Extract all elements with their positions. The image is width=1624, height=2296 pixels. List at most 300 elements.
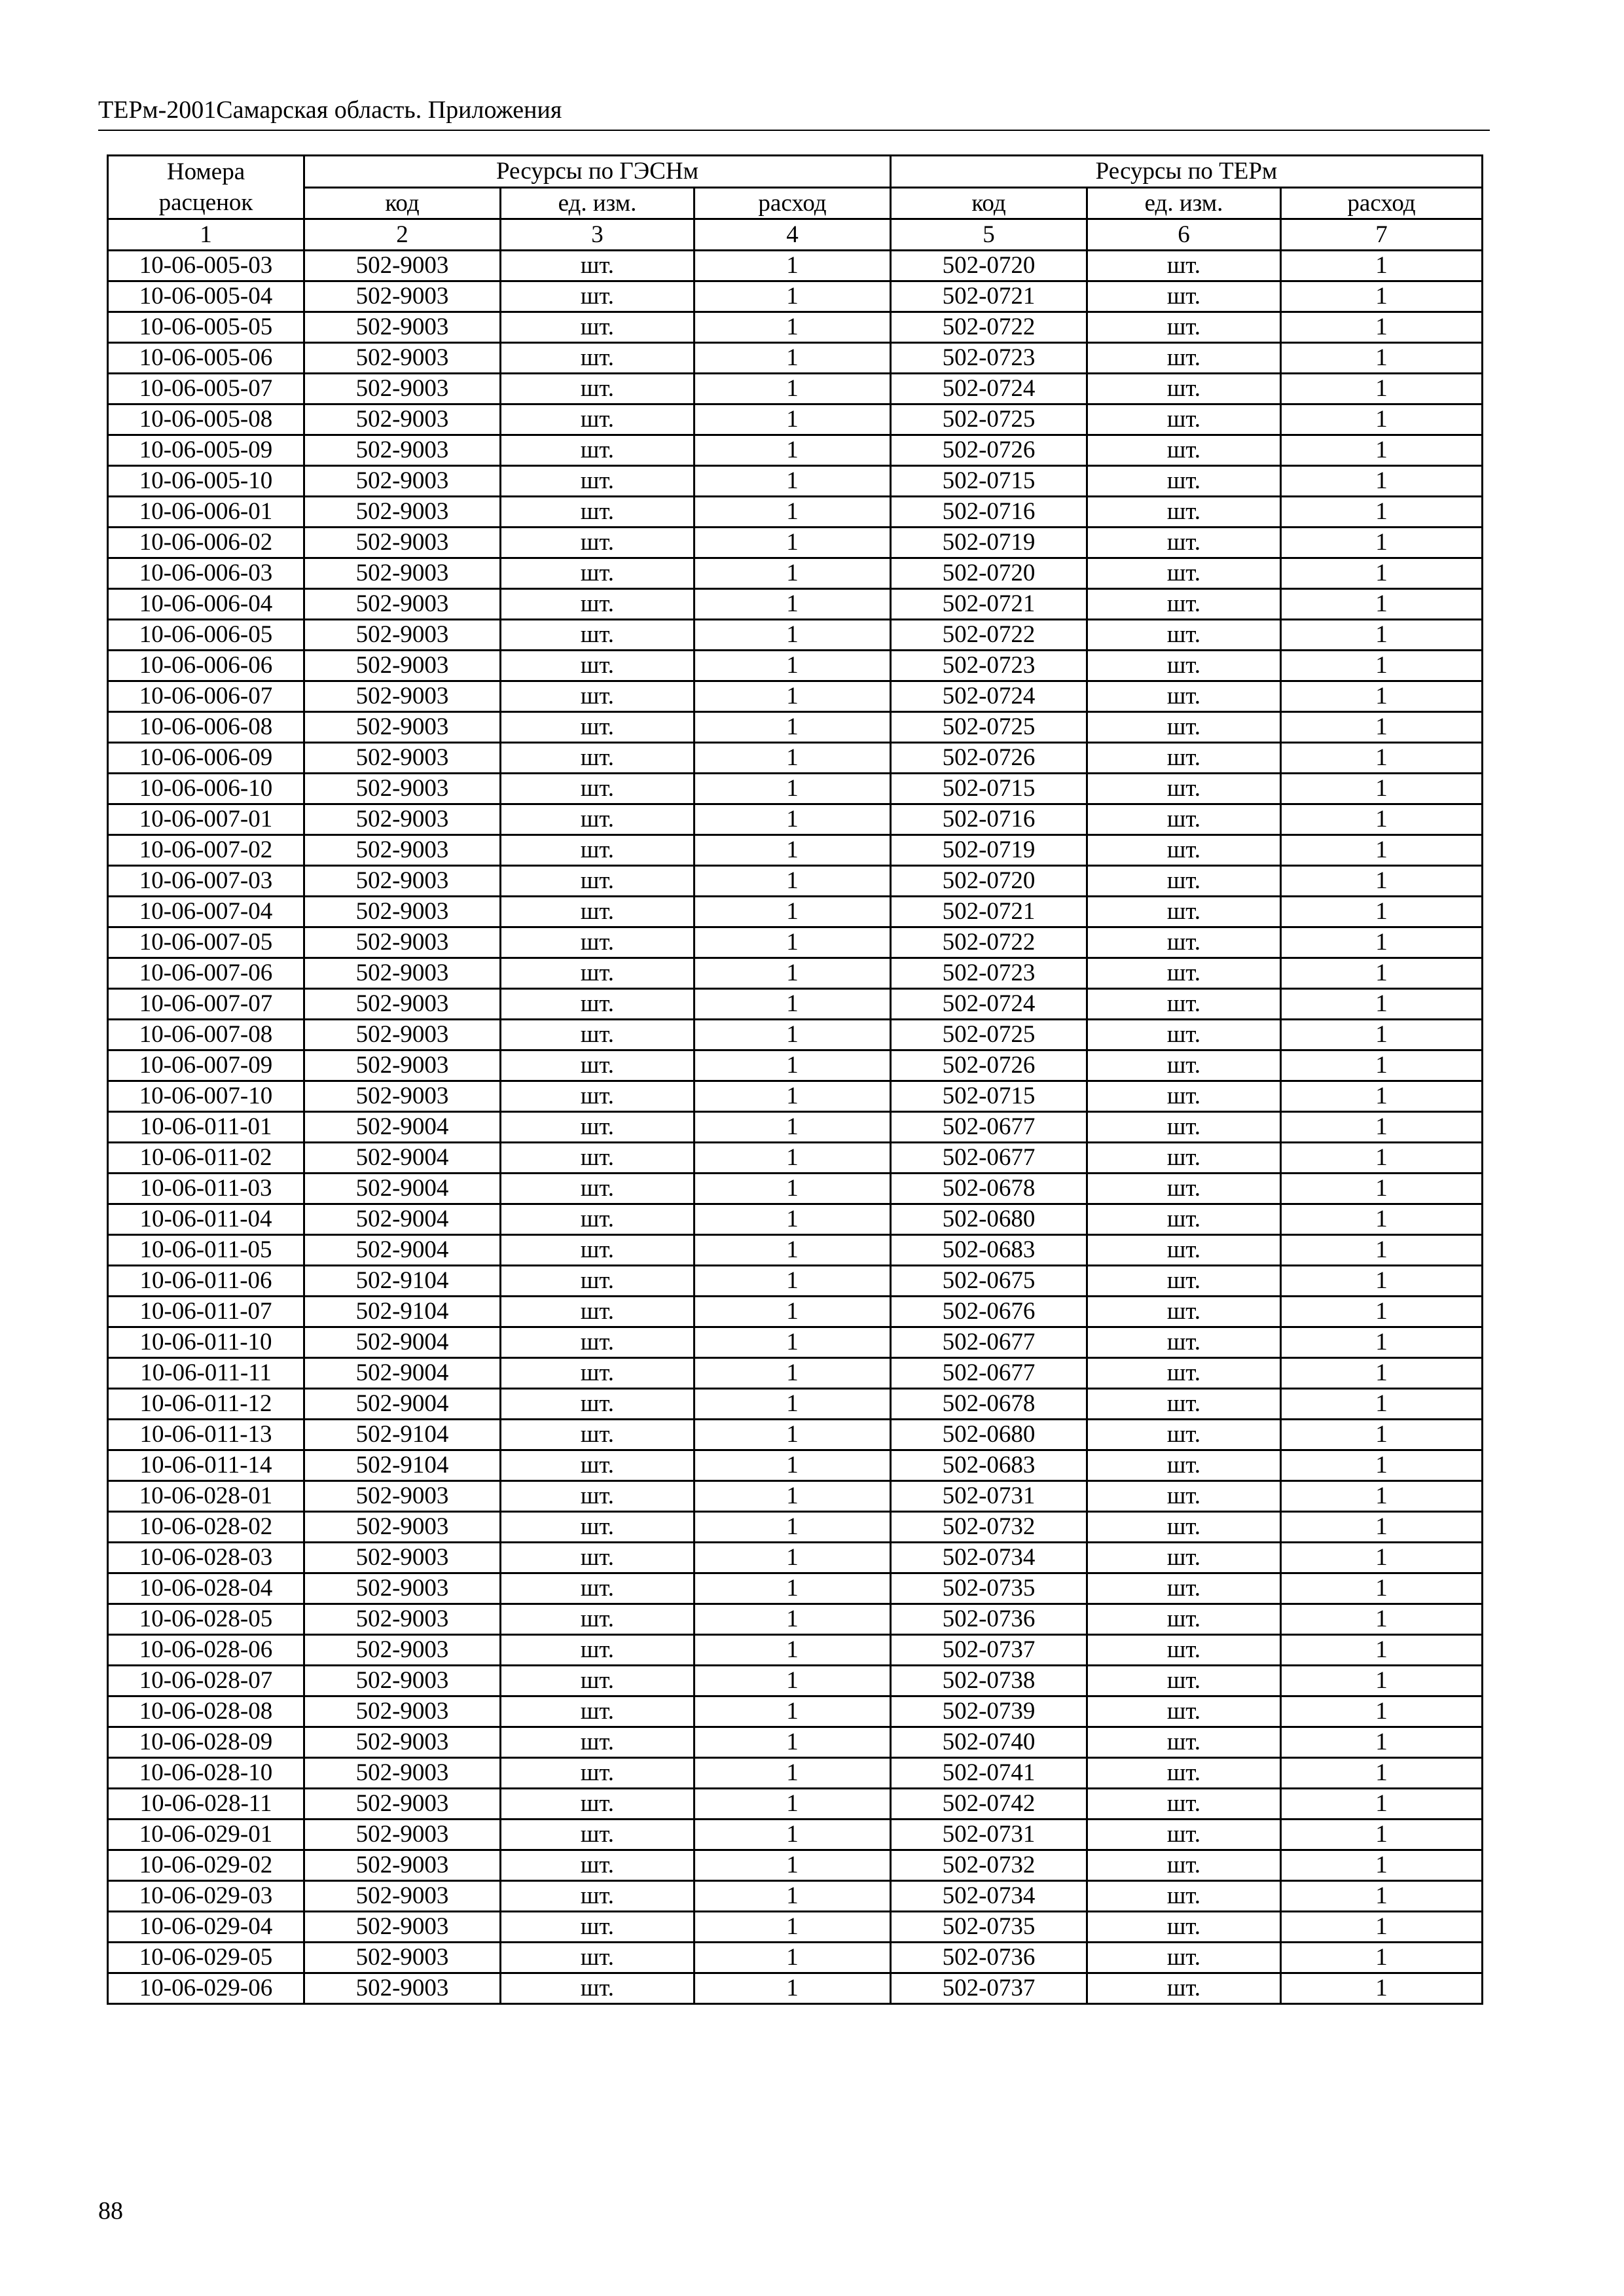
ter-code-cell: 502-0724 <box>891 989 1087 1020</box>
gesn-code-cell: 502-9003 <box>304 1635 501 1666</box>
ter-code-cell: 502-0737 <box>891 1635 1087 1666</box>
table-row <box>108 1481 1483 1512</box>
gesn-unit-cell: шт. <box>501 1081 695 1112</box>
ter-code-cell: 502-0725 <box>891 712 1087 743</box>
ter-consumption-cell: 1 <box>1281 1850 1483 1881</box>
table-body <box>108 251 1483 2004</box>
gesn-consumption-cell: 1 <box>695 1635 891 1666</box>
ter-unit-cell: шт. <box>1087 804 1281 835</box>
gesn-code-cell: 502-9003 <box>304 558 501 589</box>
gesn-unit-cell: шт. <box>501 774 695 804</box>
ter-code-cell: 502-0725 <box>891 1020 1087 1050</box>
table-row <box>108 774 1483 804</box>
ter-consumption-cell: 1 <box>1281 1912 1483 1943</box>
gesn-code-cell: 502-9104 <box>304 1297 501 1327</box>
gesn-code-cell: 502-9004 <box>304 1389 501 1420</box>
ter-consumption-cell: 1 <box>1281 1112 1483 1143</box>
gesn-unit-cell: шт. <box>501 1450 695 1481</box>
ter-consumption-cell: 1 <box>1281 528 1483 558</box>
resources-table <box>107 154 1483 2005</box>
ter-code-cell: 502-0715 <box>891 1081 1087 1112</box>
gesn-code-cell: 502-9003 <box>304 620 501 651</box>
rate-number-cell: 10-06-005-09 <box>108 435 304 466</box>
ter-consumption-cell: 1 <box>1281 1973 1483 2004</box>
rate-number-cell: 10-06-006-09 <box>108 743 304 774</box>
gesn-unit-cell: шт. <box>501 528 695 558</box>
table-row <box>108 343 1483 374</box>
gesn-consumption-cell: 1 <box>695 251 891 281</box>
gesn-unit-cell: шт. <box>501 1573 695 1604</box>
ter-code-cell: 502-0741 <box>891 1758 1087 1789</box>
rate-number-cell: 10-06-005-10 <box>108 466 304 497</box>
table-row <box>108 1297 1483 1327</box>
table-row <box>108 404 1483 435</box>
table-row <box>108 1112 1483 1143</box>
gesn-consumption-cell: 1 <box>695 558 891 589</box>
gesn-unit-cell: шт. <box>501 681 695 712</box>
rate-number-cell: 10-06-005-03 <box>108 251 304 281</box>
gesn-unit-cell: шт. <box>501 927 695 958</box>
ter-unit-cell: шт. <box>1087 1912 1281 1943</box>
ter-code-cell: 502-0722 <box>891 927 1087 958</box>
rate-number-cell: 10-06-029-06 <box>108 1973 304 2004</box>
ter-unit-cell: шт. <box>1087 497 1281 528</box>
gesn-code-cell: 502-9003 <box>304 281 501 312</box>
ter-consumption-cell: 1 <box>1281 466 1483 497</box>
gesn-code-cell: 502-9003 <box>304 1512 501 1543</box>
ter-code-cell: 502-0722 <box>891 620 1087 651</box>
ter-code-cell: 502-0720 <box>891 251 1087 281</box>
gesn-unit-cell: шт. <box>501 1820 695 1850</box>
ter-code-cell: 502-0719 <box>891 528 1087 558</box>
gesn-consumption-cell: 1 <box>695 1512 891 1543</box>
table-row <box>108 804 1483 835</box>
ter-unit-cell: шт. <box>1087 1081 1281 1112</box>
ter-code-cell: 502-0731 <box>891 1481 1087 1512</box>
gesn-consumption-cell: 1 <box>695 958 891 989</box>
ter-unit-cell: шт. <box>1087 312 1281 343</box>
ter-unit-cell: шт. <box>1087 1020 1281 1050</box>
table-row <box>108 1266 1483 1297</box>
ter-consumption-cell: 1 <box>1281 1758 1483 1789</box>
ter-unit-cell: шт. <box>1087 466 1281 497</box>
ter-unit-cell: шт. <box>1087 1420 1281 1450</box>
gesn-unit-header: ед. изм. <box>501 187 695 219</box>
ter-code-cell: 502-0739 <box>891 1696 1087 1727</box>
table-row <box>108 1327 1483 1358</box>
table-row <box>108 435 1483 466</box>
ter-unit-cell: шт. <box>1087 435 1281 466</box>
ter-unit-cell: шт. <box>1087 1850 1281 1881</box>
ter-code-cell: 502-0725 <box>891 404 1087 435</box>
ter-code-cell: 502-0724 <box>891 681 1087 712</box>
header-rule <box>98 130 1490 131</box>
ter-code-cell: 502-0721 <box>891 589 1087 620</box>
table-row <box>108 1850 1483 1881</box>
rate-number-cell: 10-06-007-10 <box>108 1081 304 1112</box>
gesn-consumption-cell: 1 <box>695 1204 891 1235</box>
gesn-unit-cell: шт. <box>501 1266 695 1297</box>
gesn-consumption-cell: 1 <box>695 1020 891 1050</box>
ter-unit-cell: шт. <box>1087 1727 1281 1758</box>
rate-number-cell: 10-06-029-04 <box>108 1912 304 1943</box>
gesn-code-header: код <box>304 187 501 219</box>
gesn-code-cell: 502-9003 <box>304 958 501 989</box>
gesn-consumption-cell: 1 <box>695 312 891 343</box>
gesn-unit-cell: шт. <box>501 1543 695 1573</box>
ter-consumption-cell: 1 <box>1281 1666 1483 1696</box>
ter-consumption-cell: 1 <box>1281 1820 1483 1850</box>
rate-number-cell: 10-06-005-07 <box>108 374 304 404</box>
ter-code-cell: 502-0721 <box>891 897 1087 927</box>
gesn-code-cell: 502-9003 <box>304 435 501 466</box>
ter-code-cell: 502-0720 <box>891 866 1087 897</box>
gesn-unit-cell: шт. <box>501 435 695 466</box>
ter-code-cell: 502-0715 <box>891 774 1087 804</box>
ter-code-cell: 502-0683 <box>891 1235 1087 1266</box>
gesn-unit-cell: шт. <box>501 558 695 589</box>
ter-consumption-cell: 1 <box>1281 958 1483 989</box>
ter-unit-cell: шт. <box>1087 1973 1281 2004</box>
table-row <box>108 1881 1483 1912</box>
ter-consumption-cell: 1 <box>1281 1573 1483 1604</box>
rate-number-cell: 10-06-011-01 <box>108 1112 304 1143</box>
ter-code-cell: 502-0737 <box>891 1973 1087 2004</box>
ter-unit-cell: шт. <box>1087 1604 1281 1635</box>
ter-unit-cell: шт. <box>1087 343 1281 374</box>
gesn-unit-cell: шт. <box>501 712 695 743</box>
ter-group-header: Ресурсы по ТЕРм <box>891 156 1483 188</box>
ter-consumption-cell: 1 <box>1281 1204 1483 1235</box>
ter-consumption-cell: 1 <box>1281 1512 1483 1543</box>
gesn-code-cell: 502-9003 <box>304 1820 501 1850</box>
gesn-consumption-cell: 1 <box>695 1789 891 1820</box>
ter-unit-cell: шт. <box>1087 989 1281 1020</box>
ter-consumption-cell: 1 <box>1281 1543 1483 1573</box>
head-row-numbers <box>108 219 1483 251</box>
gesn-unit-cell: шт. <box>501 1850 695 1881</box>
ter-unit-cell: шт. <box>1087 1820 1281 1850</box>
table-row <box>108 835 1483 866</box>
gesn-consumption-cell: 1 <box>695 774 891 804</box>
gesn-code-cell: 502-9003 <box>304 1696 501 1727</box>
ter-unit-cell: шт. <box>1087 866 1281 897</box>
ter-consumption-cell: 1 <box>1281 866 1483 897</box>
table-row <box>108 1512 1483 1543</box>
gesn-consumption-cell: 1 <box>695 1081 891 1112</box>
gesn-consumption-cell: 1 <box>695 1050 891 1081</box>
gesn-consumption-cell: 1 <box>695 1973 891 2004</box>
gesn-code-cell: 502-9003 <box>304 1050 501 1081</box>
table-row <box>108 1543 1483 1573</box>
ter-code-header: код <box>891 187 1087 219</box>
column-number: 5 <box>891 219 1087 251</box>
rate-number-cell: 10-06-007-05 <box>108 927 304 958</box>
gesn-consumption-cell: 1 <box>695 1358 891 1389</box>
gesn-unit-cell: шт. <box>501 1943 695 1973</box>
gesn-unit-cell: шт. <box>501 497 695 528</box>
gesn-consumption-cell: 1 <box>695 1450 891 1481</box>
table-row <box>108 589 1483 620</box>
gesn-unit-cell: шт. <box>501 804 695 835</box>
ter-code-cell: 502-0677 <box>891 1358 1087 1389</box>
gesn-code-cell: 502-9004 <box>304 1112 501 1143</box>
ter-code-cell: 502-0732 <box>891 1850 1087 1881</box>
gesn-consumption-cell: 1 <box>695 1573 891 1604</box>
ter-code-cell: 502-0740 <box>891 1727 1087 1758</box>
gesn-consumption-cell: 1 <box>695 1327 891 1358</box>
ter-code-cell: 502-0676 <box>891 1297 1087 1327</box>
ter-consumption-cell: 1 <box>1281 1481 1483 1512</box>
gesn-unit-cell: шт. <box>501 466 695 497</box>
gesn-consumption-cell: 1 <box>695 1850 891 1881</box>
ter-unit-cell: шт. <box>1087 743 1281 774</box>
gesn-consumption-cell: 1 <box>695 497 891 528</box>
ter-unit-cell: шт. <box>1087 1327 1281 1358</box>
gesn-unit-cell: шт. <box>501 1973 695 2004</box>
gesn-consumption-cell: 1 <box>695 466 891 497</box>
gesn-consumption-cell: 1 <box>695 435 891 466</box>
ter-code-cell: 502-0723 <box>891 343 1087 374</box>
gesn-consumption-cell: 1 <box>695 1143 891 1174</box>
table-row <box>108 1235 1483 1266</box>
rate-numbers-line1: Номера <box>166 158 245 185</box>
gesn-group-header: Ресурсы по ГЭСНм <box>304 156 891 188</box>
rate-number-cell: 10-06-011-07 <box>108 1297 304 1327</box>
table-row <box>108 1420 1483 1450</box>
ter-consumption-cell: 1 <box>1281 1297 1483 1327</box>
gesn-unit-cell: шт. <box>501 1635 695 1666</box>
ter-code-cell: 502-0715 <box>891 466 1087 497</box>
gesn-unit-cell: шт. <box>501 1912 695 1943</box>
column-number: 1 <box>108 219 304 251</box>
gesn-consumption-cell: 1 <box>695 1943 891 1973</box>
ter-code-cell: 502-0731 <box>891 1820 1087 1850</box>
gesn-code-cell: 502-9003 <box>304 774 501 804</box>
gesn-code-cell: 502-9003 <box>304 1850 501 1881</box>
rate-number-cell: 10-06-005-05 <box>108 312 304 343</box>
gesn-code-cell: 502-9104 <box>304 1420 501 1450</box>
gesn-unit-cell: шт. <box>501 1604 695 1635</box>
ter-consumption-cell: 1 <box>1281 835 1483 866</box>
ter-unit-cell: шт. <box>1087 774 1281 804</box>
rate-number-cell: 10-06-028-09 <box>108 1727 304 1758</box>
ter-unit-cell: шт. <box>1087 1666 1281 1696</box>
gesn-consumption-cell: 1 <box>695 1881 891 1912</box>
table-row <box>108 1635 1483 1666</box>
ter-code-cell: 502-0675 <box>891 1266 1087 1297</box>
ter-unit-cell: шт. <box>1087 1235 1281 1266</box>
gesn-code-cell: 502-9004 <box>304 1235 501 1266</box>
ter-consumption-cell: 1 <box>1281 1881 1483 1912</box>
ter-code-cell: 502-0722 <box>891 312 1087 343</box>
table-row <box>108 281 1483 312</box>
ter-code-cell: 502-0732 <box>891 1512 1087 1543</box>
gesn-unit-cell: шт. <box>501 1050 695 1081</box>
table-row <box>108 1820 1483 1850</box>
ter-consumption-cell: 1 <box>1281 1050 1483 1081</box>
ter-code-cell: 502-0677 <box>891 1143 1087 1174</box>
gesn-code-cell: 502-9003 <box>304 1666 501 1696</box>
rate-number-cell: 10-06-006-04 <box>108 589 304 620</box>
rate-number-cell: 10-06-007-04 <box>108 897 304 927</box>
ter-unit-cell: шт. <box>1087 374 1281 404</box>
column-number: 3 <box>501 219 695 251</box>
gesn-unit-cell: шт. <box>501 651 695 681</box>
rate-number-cell: 10-06-007-07 <box>108 989 304 1020</box>
ter-unit-cell: шт. <box>1087 1943 1281 1973</box>
gesn-unit-cell: шт. <box>501 251 695 281</box>
ter-unit-cell: шт. <box>1087 1543 1281 1573</box>
table-row <box>108 251 1483 281</box>
table-row <box>108 466 1483 497</box>
ter-consumption-cell: 1 <box>1281 435 1483 466</box>
ter-consumption-cell: 1 <box>1281 1635 1483 1666</box>
rate-number-cell: 10-06-006-03 <box>108 558 304 589</box>
ter-unit-cell: шт. <box>1087 1696 1281 1727</box>
ter-consumption-cell: 1 <box>1281 404 1483 435</box>
rate-number-cell: 10-06-006-05 <box>108 620 304 651</box>
gesn-code-cell: 502-9003 <box>304 497 501 528</box>
ter-consumption-cell: 1 <box>1281 312 1483 343</box>
gesn-unit-cell: шт. <box>501 281 695 312</box>
gesn-unit-cell: шт. <box>501 589 695 620</box>
ter-consumption-cell: 1 <box>1281 1943 1483 1973</box>
ter-code-cell: 502-0678 <box>891 1174 1087 1204</box>
table-row <box>108 1020 1483 1050</box>
gesn-consumption-cell: 1 <box>695 1235 891 1266</box>
gesn-code-cell: 502-9003 <box>304 251 501 281</box>
ter-consumption-cell: 1 <box>1281 281 1483 312</box>
ter-consumption-cell: 1 <box>1281 1235 1483 1266</box>
ter-unit-cell: шт. <box>1087 1389 1281 1420</box>
table-row <box>108 1174 1483 1204</box>
ter-unit-cell: шт. <box>1087 1358 1281 1389</box>
gesn-code-cell: 502-9003 <box>304 927 501 958</box>
rate-number-cell: 10-06-011-06 <box>108 1266 304 1297</box>
ter-code-cell: 502-0736 <box>891 1943 1087 1973</box>
gesn-code-cell: 502-9104 <box>304 1450 501 1481</box>
table-row <box>108 1789 1483 1820</box>
ter-consumption-cell: 1 <box>1281 374 1483 404</box>
gesn-consumption-cell: 1 <box>695 1266 891 1297</box>
gesn-code-cell: 502-9003 <box>304 866 501 897</box>
rate-number-cell: 10-06-006-06 <box>108 651 304 681</box>
ter-consumption-cell: 1 <box>1281 1450 1483 1481</box>
table-row <box>108 1358 1483 1389</box>
head-row-groups <box>108 156 1483 188</box>
gesn-code-cell: 502-9003 <box>304 1543 501 1573</box>
rate-number-cell: 10-06-005-04 <box>108 281 304 312</box>
gesn-consumption-cell: 1 <box>695 804 891 835</box>
ter-unit-header: ед. изм. <box>1087 187 1281 219</box>
column-number: 2 <box>304 219 501 251</box>
gesn-code-cell: 502-9003 <box>304 1973 501 2004</box>
rate-number-cell: 10-06-029-02 <box>108 1850 304 1881</box>
table-row <box>108 1081 1483 1112</box>
gesn-consumption-cell: 1 <box>695 1481 891 1512</box>
rate-number-cell: 10-06-006-02 <box>108 528 304 558</box>
rate-number-cell: 10-06-011-05 <box>108 1235 304 1266</box>
ter-consumption-header: расход <box>1281 187 1483 219</box>
rate-number-cell: 10-06-007-09 <box>108 1050 304 1081</box>
gesn-unit-cell: шт. <box>501 866 695 897</box>
ter-consumption-cell: 1 <box>1281 927 1483 958</box>
gesn-code-cell: 502-9003 <box>304 1727 501 1758</box>
gesn-consumption-cell: 1 <box>695 1758 891 1789</box>
ter-consumption-cell: 1 <box>1281 620 1483 651</box>
gesn-code-cell: 502-9003 <box>304 897 501 927</box>
gesn-code-cell: 502-9004 <box>304 1204 501 1235</box>
gesn-consumption-cell: 1 <box>695 712 891 743</box>
gesn-unit-cell: шт. <box>501 1881 695 1912</box>
table-row <box>108 528 1483 558</box>
gesn-unit-cell: шт. <box>501 1235 695 1266</box>
ter-consumption-cell: 1 <box>1281 1789 1483 1820</box>
head-row-columns <box>108 187 1483 219</box>
rate-number-cell: 10-06-028-11 <box>108 1789 304 1820</box>
gesn-unit-cell: шт. <box>501 1174 695 1204</box>
gesn-consumption-cell: 1 <box>695 343 891 374</box>
ter-consumption-cell: 1 <box>1281 343 1483 374</box>
gesn-code-cell: 502-9003 <box>304 404 501 435</box>
ter-code-cell: 502-0716 <box>891 804 1087 835</box>
rate-number-cell: 10-06-028-03 <box>108 1543 304 1573</box>
gesn-unit-cell: шт. <box>501 1204 695 1235</box>
rate-number-cell: 10-06-028-06 <box>108 1635 304 1666</box>
rate-numbers-header <box>108 156 304 219</box>
rate-number-cell: 10-06-028-01 <box>108 1481 304 1512</box>
gesn-unit-cell: шт. <box>501 1727 695 1758</box>
table-row <box>108 1727 1483 1758</box>
ter-unit-cell: шт. <box>1087 1112 1281 1143</box>
gesn-code-cell: 502-9003 <box>304 343 501 374</box>
table-row <box>108 312 1483 343</box>
ter-code-cell: 502-0721 <box>891 281 1087 312</box>
table-row <box>108 1450 1483 1481</box>
rate-number-cell: 10-06-028-05 <box>108 1604 304 1635</box>
gesn-code-cell: 502-9003 <box>304 712 501 743</box>
ter-unit-cell: шт. <box>1087 958 1281 989</box>
rate-number-cell: 10-06-007-03 <box>108 866 304 897</box>
ter-unit-cell: шт. <box>1087 620 1281 651</box>
rate-number-cell: 10-06-011-02 <box>108 1143 304 1174</box>
gesn-unit-cell: шт. <box>501 1481 695 1512</box>
gesn-code-cell: 502-9003 <box>304 743 501 774</box>
table-row <box>108 1943 1483 1973</box>
ter-unit-cell: шт. <box>1087 1635 1281 1666</box>
ter-consumption-cell: 1 <box>1281 743 1483 774</box>
gesn-consumption-cell: 1 <box>695 1297 891 1327</box>
ter-consumption-cell: 1 <box>1281 251 1483 281</box>
gesn-consumption-cell: 1 <box>695 620 891 651</box>
ter-consumption-cell: 1 <box>1281 558 1483 589</box>
ter-consumption-cell: 1 <box>1281 1696 1483 1727</box>
rate-number-cell: 10-06-011-10 <box>108 1327 304 1358</box>
gesn-unit-cell: шт. <box>501 743 695 774</box>
gesn-consumption-cell: 1 <box>695 866 891 897</box>
ter-unit-cell: шт. <box>1087 1450 1281 1481</box>
table-row <box>108 1143 1483 1174</box>
gesn-consumption-cell: 1 <box>695 743 891 774</box>
gesn-unit-cell: шт. <box>501 620 695 651</box>
rate-number-cell: 10-06-011-13 <box>108 1420 304 1450</box>
rate-number-cell: 10-06-028-10 <box>108 1758 304 1789</box>
rate-number-cell: 10-06-005-08 <box>108 404 304 435</box>
gesn-unit-cell: шт. <box>501 374 695 404</box>
gesn-code-cell: 502-9003 <box>304 589 501 620</box>
rate-number-cell: 10-06-006-07 <box>108 681 304 712</box>
